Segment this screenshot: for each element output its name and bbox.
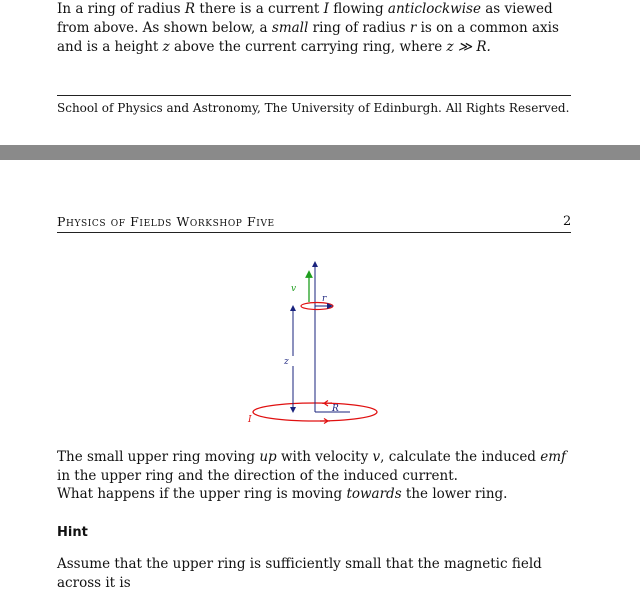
page-number: 2 — [563, 214, 572, 229]
emphasis-towards: towards — [346, 486, 402, 502]
rings-figure — [240, 252, 390, 437]
ring-current-arrow-back — [324, 401, 332, 407]
question-one — [57, 448, 572, 486]
label-R: R — [332, 404, 339, 414]
footer-rule — [57, 95, 571, 96]
page-two — [0, 160, 640, 591]
running-header — [57, 214, 275, 229]
header-title: Physics of Fields Workshop Five — [57, 214, 275, 229]
header-rule — [57, 232, 571, 233]
intro-text: above the current carrying ring, where — [174, 39, 443, 55]
emphasis-small: small — [271, 20, 309, 36]
symbol-I: I — [323, 1, 329, 17]
label-r: r — [322, 294, 327, 304]
emphasis-emf: emf — [540, 449, 567, 465]
emphasis-anticlockwise: anticlockwise — [387, 1, 481, 17]
question-text: in the upper ring and the direction of the induced current. — [57, 468, 458, 484]
hint-text: Assume that the upper ring is sufficiently small that the magnetic field across it is — [57, 556, 542, 591]
intro-text: there is a current — [199, 1, 320, 17]
label-I: I — [248, 415, 252, 425]
intro-paragraph — [57, 0, 572, 57]
question-two — [57, 485, 572, 504]
emphasis-up: up — [259, 449, 277, 465]
symbol-z: z — [162, 39, 170, 55]
intro-text: In a ring of radius — [57, 1, 181, 17]
question-text: with velocity — [280, 449, 369, 465]
question-text: the lower ring. — [405, 486, 508, 502]
intro-text: is on a common axis and is a height — [57, 20, 559, 55]
question-text: , calculate the induced — [380, 449, 536, 465]
symbol-r: r — [409, 20, 417, 36]
hint-heading: Hint — [57, 525, 88, 540]
ring-current-arrow-front — [320, 419, 328, 424]
question-text: What happens if the upper ring is moving — [57, 486, 343, 502]
intro-text: flowing — [333, 1, 384, 17]
label-z: z — [284, 357, 289, 367]
question-text: The small upper ring moving — [57, 449, 256, 465]
symbol-R: R — [184, 1, 196, 17]
intro-text: as viewed from above. As shown below, a — [57, 1, 553, 36]
label-v: v — [291, 284, 297, 294]
symbol-v: v — [372, 449, 381, 465]
copyright-footer: School of Physics and Astronomy, The University of Edinburgh. All Rights Reserved. — [57, 101, 570, 115]
condition-z-much-greater-R: z ≫ R. — [446, 39, 491, 55]
intro-text: ring of radius — [312, 20, 406, 36]
page-separator — [0, 145, 640, 160]
page-one — [0, 0, 640, 145]
